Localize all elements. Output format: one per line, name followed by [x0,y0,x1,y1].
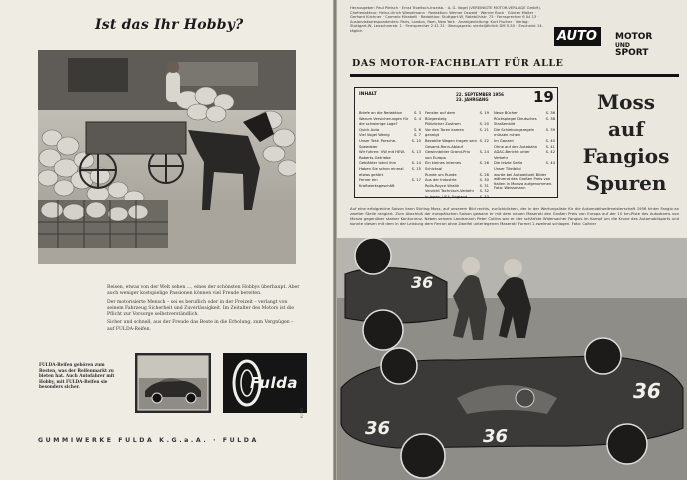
logo-und: UND [615,41,630,49]
fulda-brand-text: Fulda [250,374,298,392]
company-line: GUMMIWERKE FULDA K.G.a.A. · FULDA [38,437,259,444]
toc-column-middle [425,111,489,201]
toc-entry-page: S. 19 [479,111,489,115]
toc-entry-page: S. 30 [479,178,489,183]
logo-sport: SPORT [615,47,649,58]
toc-entry [359,139,421,150]
toc-entry-page: S. 33 [479,194,489,199]
toc-entry-page: S. 17 [411,178,421,183]
toc-entry-title: Rolls-Royce Wraith [425,183,460,188]
ad-headline: Ist das Ihr Hobby? [95,17,244,33]
toc-entry-page: S. 4 [413,116,421,121]
toc-entry-page: S. 13 [411,150,421,155]
toc-entry-title: Vor den Toren kamen geneigt [425,127,464,138]
toc-entry [425,161,489,172]
toc-entry-title: Aus der Industrie [425,178,457,183]
toc-entry-page: S. 20 [479,122,489,127]
toc-right-rows [494,111,555,173]
toc-entry-title: Im Ganzen [494,138,514,143]
toc-entry-page: S. 28 [479,172,489,177]
toc-entry-page: S. 24 [479,150,489,155]
car-number: 36 [633,379,661,403]
toc-entry-page: S. 41 [545,144,555,149]
race-cars-illustration [337,238,687,480]
maserati-race-photo [337,238,687,480]
car-number: 36 [411,273,434,292]
title-photo-note: wurde bei Autoaktuell Bilder während des Großen Preis von Italien in Monza aufgenommen. Foto: Weissmann [494,172,553,191]
magazine-logo [554,23,663,66]
fulda-logo [223,353,307,413]
toc-column-right [494,111,555,191]
toc-entry [494,150,555,161]
toc-entry [359,150,421,161]
toc-entry-title: Bezahlte Wagen tragen sein Gesamt-Renn-Ablauf [425,138,477,149]
toc-entry-title: Ein kleines internes Schicksal [425,161,462,171]
car-number: 36 [483,426,509,447]
logo-motor-und-sport [615,33,652,58]
toc-entry-title: Wir fuhren: VW mit HEW-Roberts-Getriebe [359,150,406,160]
toc-entry [425,195,489,201]
ad-code: F/361 [300,407,304,418]
magazine-tagline: DAS MOTOR-FACHBLATT FÜR ALLE [352,58,564,69]
issue-number: 19 [533,88,554,106]
toc-entry [494,117,555,128]
toc-entry-title: Die letzte Seite [494,161,523,166]
toc-entry [425,150,489,161]
left-page-advertisement [0,0,333,480]
toc-entry [359,117,421,128]
toc-entry-page: S. 22 [479,138,489,143]
toc-entry-page: S. 6 [413,127,421,132]
toc-entry [494,128,555,139]
ad-paragraph: Der motorisierte Mensch – sei es beruflich oder in der Freizeit – verlangt von seinem Fahrzeug Sicherheit und Zuverlässigkeit. Im Zeitalter des Motors ist die Pflicht zur Vorsorge selbstverständlich. [107,299,294,318]
toc-entry-page: S. 32 [479,189,489,194]
toc-entry-title: Die Schiebungsregeln müssen ruhen [494,127,535,138]
logo-motor: MOTOR [615,32,653,42]
toc-entry-page: S. 14 [411,161,421,166]
toc-entry-page: S. 21 [479,127,489,132]
table-of-contents [354,87,558,198]
market-photo-illustration [38,50,296,264]
toc-entry-title: Runde um Runde [425,172,457,177]
toc-entry-page: S. 44 [545,161,555,166]
toc-entry-title: Gewinnbilder Grand-Prix von Europa [425,150,471,160]
toc-entry-title: Ohne auf der Autobahn [494,144,538,149]
logo-auto: AUTO [554,27,601,46]
issue-date: 22. SEPTEMBER 1956 [456,92,504,97]
toc-entry-page: S. 39 [545,127,555,132]
toc-column-left [359,111,421,189]
toc-entry-title: Viel Vogel Wenig [359,133,390,138]
toc-entry-page: S. 26 [479,161,489,166]
ad-body-text [107,285,302,335]
toc-entry [359,167,421,178]
toc-entry-title: ADAC-Bericht unter Verkehr [494,150,530,160]
toc-entry-page: S. 38 [545,116,555,121]
toc-entry-title: In Japan, USA, England [425,194,468,199]
car-number: 36 [365,418,391,439]
toc-entry-title: Ferner ein Kraftwerksgeschäft [359,178,395,188]
toc-entry-page: S. 7 [413,133,421,138]
masthead-rule [350,74,679,77]
toc-entry [425,128,489,139]
lead-paragraph: Auf eine erfolgreiche Saison kann Stirling Moss, auf unserem Bild rechts, zurückblicken, der in der Wertungsliste für die Automobilweltmeisterschaft 1956 hinter Fangio an zweiter Stelle rangiert. Zum Abschluß der europäischen Saison gewann er mit dem neuen Maserati den Großen Preis von Europa auf der 10 km-Piste des Autodroms von Monza gegenüber starker Konkurrenz. Neben seinem Landsmann Peter Collins war er der schärfste Widersacher Fangios im Kampf um die Krone des Automobilsports und konnte diesen mit dem in der Leistung dem Ferrari ohne Zweifel unterlegenen Maserati Formel 1 zweimal schlagen. Foto: Coltner [350,206,679,226]
imprint-text: Herausgeber: Paul Pietsch · Ernst Troeltsch-Inselsb. · A. G. Vogel (VEREINIGTE MOTOR-VERLAGE GmbH). Chefredakteur: Heinz-Ulrich Wieselmann · Redaktion: Werner Oswald · Werner Buck · Günter Molter · Gerhard Kirchner · Carmelo Mirabelli · Redaktion: Stuttgart-W, Rotebühlstr. 73 · Fernsprecher 6 04 13 · Auslandskorrespondenten: Paris, London, Rom, New York · Anzeigenleitung: Kurt Fischer · Verlag: Stuttgart-W, Leuschnerstr. 1 · Fernsprecher 2 41 31 · Bezugspreis: vierteljährlich DM 5.50 · Erscheint 14-täglich [350,6,543,33]
toc-heading: INHALT [359,92,377,97]
toc-entry [425,139,489,150]
toc-entry-title: Briefe an die Redaktion [359,111,403,115]
toc-date [456,92,504,102]
toc-entry-page: S. 10 [411,138,421,143]
toc-entry-title: Haben Sie schon einmal etwas gehört [359,166,404,177]
market-cart-photo [38,50,296,264]
toc-entry-title: Unser Test: Porsche-Speedster [359,138,397,149]
right-page-contents [337,0,687,480]
toc-entry-page: S. 36 [545,111,555,115]
toc-entry [425,111,489,122]
volume-label: 23. JAHRGANG [456,97,489,102]
toc-entry-title: Verzicht Technisch-Verkehr [425,189,475,194]
toc-entry-title: Unser Titelbild [494,166,521,171]
toc-entry-title: Plötzlicher Zustrom [425,122,461,127]
car-advert-image [135,353,211,413]
toc-entry-title: Neue Bücher [494,111,518,115]
toc-entry-page: S. 40 [545,138,555,143]
ad-paragraph: Sicher und schnell, aus der Freude das Beste in die Erholung, zum Vergnügen – auf FULDA-Reifen. [107,320,294,332]
toc-entry-title: Rückspiegel Deutsches Straßenbild [494,116,537,127]
ad-paragraph: Reisen, etwas von der Welt sehen ..., eines der schönsten Hobbys überhaupt. Aber auch weniger kostspielige Passionen können viel Freude bereiten. [107,285,300,297]
toc-entry-title: Warum Versicherungen für die schwierige Lage? [359,116,409,127]
toc-entry-page: S. 3 [413,111,421,115]
toc-entry-title: Geblähter Iohnt ihm [359,161,397,166]
toc-entry-page: S. 31 [479,183,489,188]
toc-entry-title: Fenster auf dem Bürgersteig [425,111,456,121]
ad-caption: FULDA-Reifen gehören zum Besten, was der Reifenmarkt zu bieten hat. Auch Autofahrer mit Hobby, mit FULDA-Reifen sie besonders sicher. [39,362,115,390]
toc-entry-title: Quick Auto [359,127,380,132]
toc-entry-page: S. 42 [545,150,555,155]
cover-story-title: Moss auf Fangios Spuren [582,90,670,195]
toc-entry-page: S. 15 [411,166,421,171]
sports-car-illustration [135,353,211,413]
toc-entry [359,178,421,189]
